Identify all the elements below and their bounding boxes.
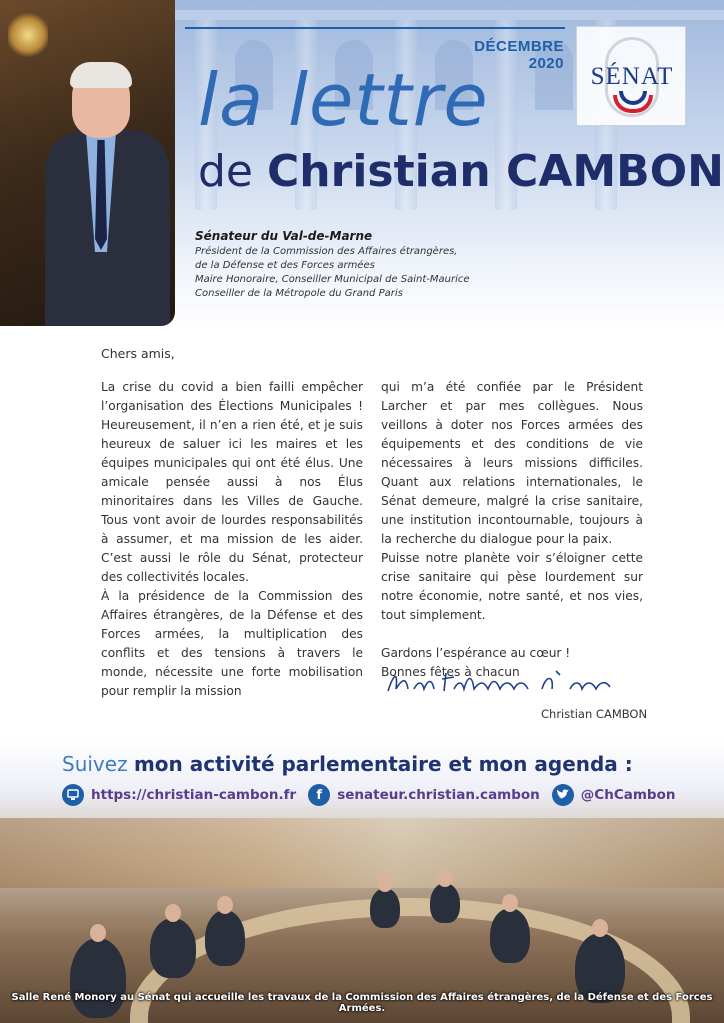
twitter-link-text[interactable]: @ChCambon — [580, 787, 676, 803]
function-line: Conseiller de la Métropole du Grand Paris — [195, 288, 403, 299]
follow-heading — [62, 752, 633, 776]
photo-caption: Salle René Monory au Sénat qui accueille les travaux de la Commission des Affaires étrangères, de la Défense et des Forces Armées. — [11, 992, 713, 1014]
twitter-link[interactable] — [552, 784, 676, 806]
website-link[interactable] — [62, 784, 296, 806]
paragraph: Puisse notre planète voir s’éloigner cette crise sanitaire qui pèse lourdement sur notre économie, notre santé, et nos vies, tout simplement. — [381, 551, 643, 622]
follow-text: mon activité parlementaire et mon agenda : — [133, 752, 633, 776]
letter-greeting: Chers amis, — [101, 346, 175, 361]
facebook-link[interactable] — [308, 784, 540, 806]
handwritten-signature — [384, 665, 614, 701]
issue-date: DÉCEMBRE 2020 — [474, 38, 564, 72]
senat-logo-word: SÉNAT — [590, 63, 674, 90]
closing-line: Bonnes fêtes à chacun — [381, 665, 520, 679]
title-prefix: de — [198, 146, 253, 197]
senat-logo — [576, 26, 686, 126]
signer-name: Christian CAMBON — [541, 707, 648, 721]
function-line: Maire Honoraire, Conseiller Municipal de Saint-Maurice — [195, 274, 470, 285]
follow-prefix: Suivez — [62, 752, 128, 776]
closing-line: Gardons l’espérance au cœur ! — [381, 646, 571, 660]
twitter-icon — [552, 784, 574, 806]
facebook-link-text[interactable]: senateur.christian.cambon — [337, 787, 540, 803]
function-line: Président de la Commission des Affaires étrangères, — [195, 246, 458, 257]
social-links — [62, 782, 687, 808]
website-link-text[interactable]: https://christian-cambon.fr — [91, 787, 297, 803]
paragraph: À la présidence de la Commission des Affaires étrangères, de la Défense et des Forces armées, la multiplication des conflits et des tensions à travers le monde, nécessite une forte mobilisation pour remplir la mission — [101, 589, 363, 698]
newsletter-title: la lettre — [198, 58, 489, 142]
paragraph: qui m’a été confiée par le Président Larcher et par mes collègues. Nous veillons à doter nos Forces armées des équipements et des conditions de vie nécessaires à leurs missions difficiles. Quant aux relations internationales, le Sénat demeure, malgré la crise sanitaire, une institution incontournable, toujours à la recherche du dialogue pour la paix. — [381, 380, 643, 546]
senate-room-photo — [0, 738, 724, 1023]
facebook-icon: f — [308, 784, 330, 806]
newsletter-subtitle — [198, 146, 724, 197]
monitor-icon — [62, 784, 84, 806]
letter-column-right — [381, 378, 643, 682]
letter-column-left — [101, 378, 363, 701]
function-line: de la Défense et des Forces armées — [195, 260, 375, 271]
portrait-photo — [0, 0, 175, 326]
senator-role: Sénateur du Val-de-Marne — [195, 229, 373, 243]
paragraph: La crise du covid a bien failli empêcher l’organisation des Élections Municipales ! Heureusement, il n’en a rien été, et je suis heureux de saluer ici les maires et les équipes municipales qui ont été élus. Une amicale pensée aussi à nos Élus minoritaires dans les Villes de Gauche. Tous vont avoir de lourdes responsabilités à assumer, et ma mission de les aider. C’est aussi le rôle du Sénat, protecteur des collectivités locales. — [101, 380, 363, 584]
date-rule — [185, 27, 565, 29]
author-name: Christian CAMBON — [267, 146, 724, 197]
